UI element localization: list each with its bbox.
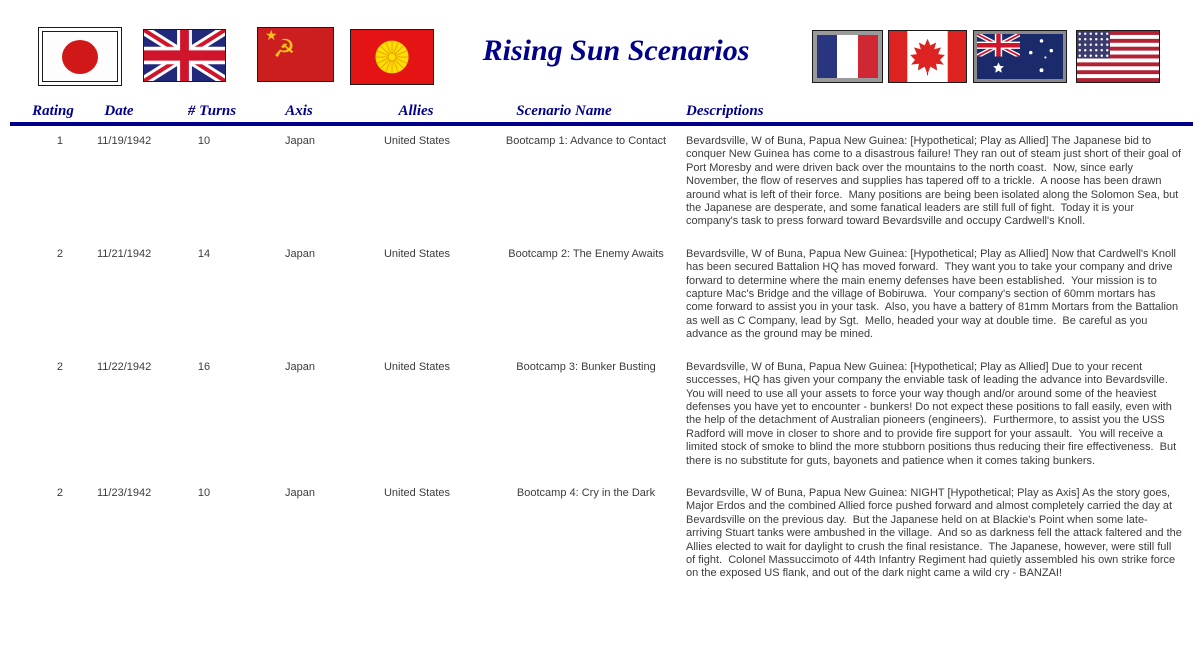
cell-description: Bevardsville, W of Buna, Papua New Guinea: [Hypothetical; Play as Allied] The Japanese bid to conquer New Guinea has come to a disastrous failure! They ran out of steam just short of their goal of Port Moresby and were driven back over the mountains to the north coast. Now, since early November, the flow of reserves and supplies has tapered off to a trickle. A noose has been drawn around what is left of their force. Many positions are being been isolated along the Solomon Sea, but the Japanese are desperate, and some fanatical leaders are still full of fight. Today it is your company's task to press forward toward Bevardsville and occupy Cardwell's Knoll.: [686, 135, 1185, 228]
cell-turns: 10: [197, 486, 211, 499]
soviet-union-flag-icon: [257, 27, 334, 82]
france-flag-white-band: [837, 35, 857, 78]
canada-flag-icon: [888, 30, 967, 83]
scenario-table: [0, 135, 1204, 600]
cell-description: Bevardsville, W of Buna, Papua New Guinea: NIGHT [Hypothetical; Play as Axis] As the story goes, Major Erdos and the combined Allied force pushed forward and almost completely carried the day at Bevardsville on the previous day. But the Japanese held on at Blackie's Point when some late-arriving Stuart tanks were ambushed in the village. And so as darkness fell the attack faltered and the Allies elected to wait for daylight to crush the final resistance. The Japanese, however, were still full of fight. Colonel Massuccimoto of 44th Infantry Regiment had quietly assembled his own strike force on the exposed US flank, and out of the dark night came a wild cry - BANZAI!: [686, 486, 1185, 580]
cell-scenario-name: Bootcamp 1: Advance to Contact: [505, 135, 667, 147]
soviet-star-icon: ★: [265, 27, 278, 43]
cell-turns: 16: [197, 360, 211, 373]
header-rule: [10, 122, 1193, 126]
page-title: Rising Sun Scenarios: [482, 34, 750, 67]
japan-imperial-chrysanthemum-flag-icon: [350, 29, 434, 85]
japan-flag-field: [42, 31, 118, 82]
cell-axis: Japan: [285, 486, 315, 499]
cell-date: 11/22/1942: [97, 360, 152, 373]
cell-scenario-name: Bootcamp 4: Cry in the Dark: [516, 486, 656, 499]
cell-rating: 2: [56, 360, 63, 373]
hammer-and-sickle-icon: ☭: [273, 35, 296, 63]
cell-allies: United States: [383, 360, 451, 373]
united-states-flag-icon: [1076, 30, 1160, 83]
cell-description: Bevardsville, W of Buna, Papua New Guinea: [Hypothetical; Play as Allied] Now that Cardwell's Knoll has been secured Battalion HQ has moved forward. They want you to take your company and drive forward to determine where the main enemy defenses have been established. Your mission is to capture Mac's Bridge and the village of Bobiruwa. Your company's section of 60mm mortars has come forward to assist you in your task. Also, you have a battery of 81mm Mortars from the Battalion as well as C Company, lead by Sgt. Mello, headed your way at double time. Be careful as you advance as the ground may be mined.: [686, 247, 1182, 341]
japan-flag-sun-disc: [62, 40, 98, 74]
table-row: [0, 248, 1204, 342]
cell-rating: 2: [56, 486, 63, 499]
column-header-rating: Rating: [32, 103, 74, 119]
cell-description: Bevardsville, W of Buna, Papua New Guinea: [Hypothetical; Play as Allied] Due to your recent successes, HQ has given your company the enviable task of leading the advance into Bevardsville. You will need to use all your assets to force your way though and/or around some of the heaviest defenses you have yet to encounter - bunkers! Do not expect these positions to fall easily, even with the help of the detachment of Australian pioneers (engineers). Furthermore, to assist you the USS Radford will move in closer to shore and to provide fire support for your assault. You will receive a limited stock of smoke to blind the more stubborn positions thus reducing their fire effectiveness. But there is no substitute for guts, bayonets and patience when it comes taking bunkers.: [686, 360, 1180, 467]
column-header-axis: Axis: [285, 103, 313, 119]
table-row: [0, 361, 1204, 468]
france-flag-blue-band: [817, 35, 837, 78]
france-flag-icon: [812, 30, 883, 83]
cell-scenario-name: Bootcamp 3: Bunker Busting: [516, 360, 656, 373]
cell-scenario-name: Bootcamp 2: The Enemy Awaits: [508, 247, 664, 260]
cell-axis: Japan: [285, 135, 315, 147]
column-header-date: Date: [104, 103, 134, 119]
cell-axis: Japan: [285, 360, 315, 373]
cell-allies: United States: [383, 247, 451, 260]
cell-rating: 1: [56, 135, 63, 147]
cell-axis: Japan: [285, 247, 315, 260]
cell-turns: 10: [197, 135, 211, 147]
column-header-turns: # Turns: [187, 103, 237, 119]
japan-flag-icon: [38, 27, 122, 86]
table-row: [0, 135, 1204, 229]
australia-flag-icon: [973, 30, 1067, 83]
column-header-allies: Allies: [398, 103, 434, 119]
cell-turns: 14: [197, 247, 211, 260]
table-row: [0, 487, 1204, 581]
column-header-scenario-name: Scenario Name: [516, 103, 612, 119]
cell-date: 11/19/1942: [97, 135, 152, 147]
cell-allies: United States: [383, 135, 451, 147]
france-flag-red-band: [858, 35, 878, 78]
cell-rating: 2: [56, 247, 63, 260]
column-header-descriptions: Descriptions: [686, 103, 764, 119]
cell-allies: United States: [383, 486, 451, 499]
cell-date: 11/21/1942: [97, 247, 152, 260]
united-kingdom-flag-icon: [143, 29, 226, 82]
cell-date: 11/23/1942: [97, 486, 152, 499]
